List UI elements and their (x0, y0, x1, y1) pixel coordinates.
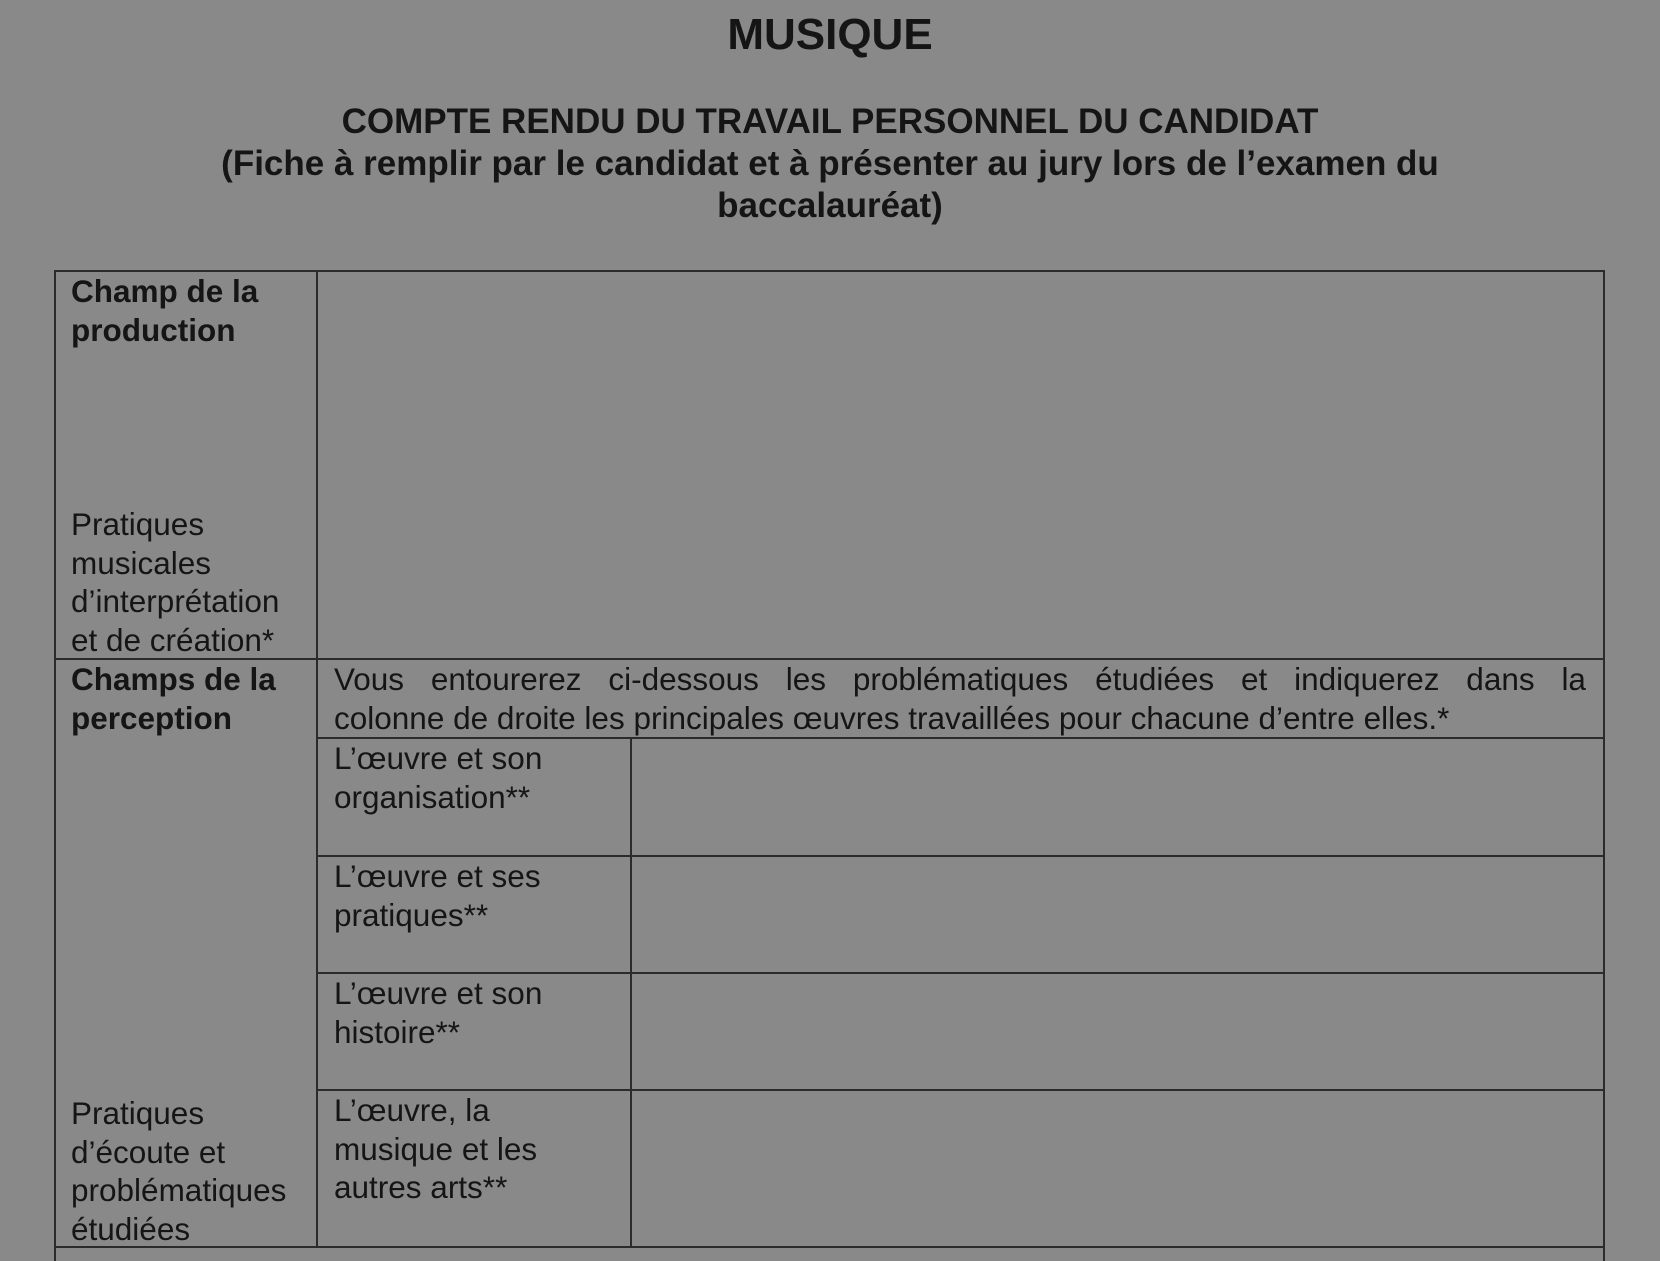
problematique-works-field[interactable] (632, 739, 1603, 855)
problematique-label: L’œuvre et ses pratiques** (334, 858, 541, 933)
perception-heading: Champs de la perception (71, 661, 276, 736)
production-description: Pratiques musicales d’interprétation et de création* (71, 506, 280, 658)
instruction-word: indiquerez (1294, 661, 1440, 697)
instruction-word: et (1241, 661, 1268, 697)
instructions-note-line2: baccalauréat) (717, 186, 943, 225)
problematique-works-field[interactable] (632, 857, 1603, 972)
instruction-word: ci-dessous (608, 661, 759, 697)
instruction-word: entourerez (430, 661, 582, 697)
instruction-word: la (1561, 661, 1586, 697)
perception-description: Pratiques d’écoute et problématiques étudiées (71, 1095, 287, 1247)
page-subtitle: COMPTE RENDU DU TRAVAIL PERSONNEL DU CANDIDAT (341, 102, 1319, 141)
problematique-label: L’œuvre et son histoire** (334, 975, 543, 1050)
production-answer-field[interactable] (318, 272, 1603, 658)
instruction-word: étudiées (1095, 661, 1215, 697)
perception-instruction-line2: colonne de droite les principales œuvres travaillées pour chacune d’entre elles.* (334, 700, 1450, 736)
instructions-note-line1: (Fiche à remplir par le candidat et à présenter au jury lors de l’examen du (221, 144, 1439, 183)
instruction-word: les (785, 661, 827, 697)
instruction-word: problématiques (852, 661, 1069, 697)
instruction-word: dans (1466, 661, 1535, 697)
page-title: MUSIQUE (727, 10, 933, 59)
table-left-border (54, 270, 56, 1261)
problematique-works-field[interactable] (632, 974, 1603, 1089)
production-heading: Champ de la production (71, 273, 259, 348)
table-right-border (1603, 270, 1605, 1261)
instruction-word: Vous (334, 661, 405, 697)
problematique-label: L’œuvre, la musique et les autres arts** (334, 1092, 538, 1205)
problematique-works-field[interactable] (632, 1091, 1603, 1246)
perception-instruction-line1 (334, 660, 1586, 699)
problematique-label: L’œuvre et son organisation** (334, 740, 543, 815)
row-divider-bottom (54, 1246, 1605, 1248)
